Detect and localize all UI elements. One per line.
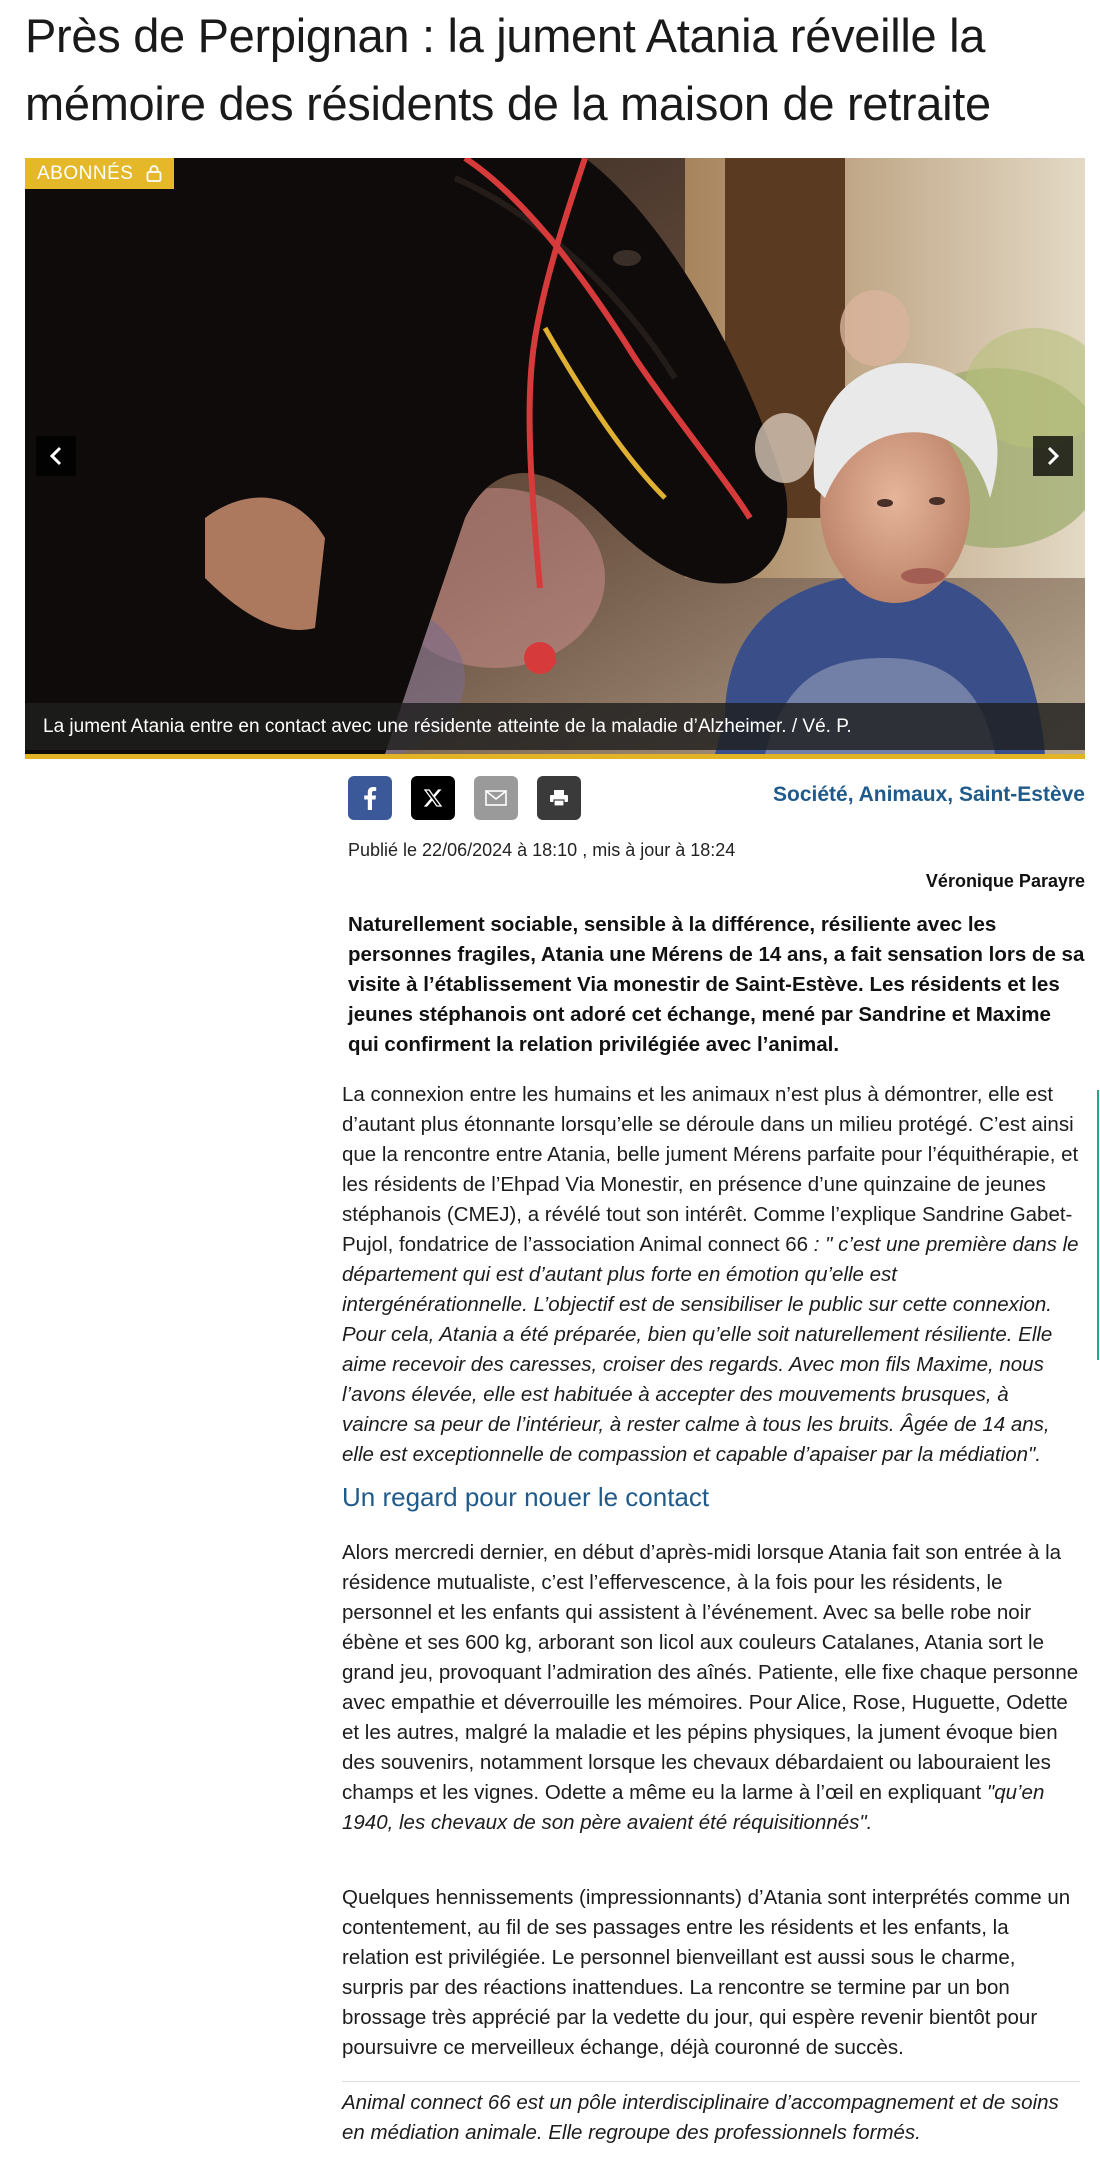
tag-separator: , <box>947 783 959 806</box>
subscriber-badge <box>25 158 174 189</box>
tag-separator: , <box>847 783 859 806</box>
mail-icon <box>485 790 507 806</box>
tag-link-animaux[interactable]: Animaux <box>858 783 948 806</box>
tag-link-saint-esteve[interactable]: Saint-Estève <box>958 783 1085 806</box>
print-icon <box>549 789 569 807</box>
divider <box>342 2081 1080 2082</box>
x-icon <box>423 788 443 808</box>
share-facebook-button[interactable] <box>348 776 392 820</box>
article-lead: Naturellement sociable, sensible à la différence, résiliente avec les personnes fragiles, Atania une Mérens de 14 ans, a fait sensation lors de sa visite à l’établissement Via monestir de Saint-Estève. Les résidents et les jeunes stéphanois ont adoré cet échange, mené par Sandrine et Maxime qui confirment la relation privilégiée avec l’animal. <box>348 913 1085 1056</box>
carousel-next-button[interactable] <box>1033 436 1073 476</box>
article-paragraph: Quelques hennissements (impressionnants) d’Atania sont interprétés comme un contentement, au fil de ses passages entre les résidents et les enfants, la relation est privilégiée. Le personnel bienveillant est aussi sous le charme, surpris par des réactions inattendues. La rencontre se termine par un bon brossage très apprécié par la vedette du jour, qui espère revenir bientôt pour poursuivre ce merveilleux échange, déjà couronné de succès. <box>342 1886 1071 2059</box>
scroll-indicator <box>1097 1090 1099 1360</box>
article-author: Véronique Parayre <box>925 871 1085 891</box>
paragraph-quote: : " c’est une première dans le département qui est d’autant plus forte en émotion qu’elle est intergénérationnelle. L’objectif est de sensibiliser le public sur cette connexion. Pour cela, Atania a été préparée, bien qu’elle soit naturellement résiliente. Elle aime recevoir des caresses, croiser des regards. Avec mon fils Maxime, nous l’avons élevée, elle est habituée à accepter des mouvements brusques, à vaincre sa peur de l’intérieur, à rester calme à tous les bruits. Âgée de 14 ans, elle est exceptionnelle de compassion et capable d’apaiser par la médiation". <box>342 1233 1079 1466</box>
lock-icon <box>146 165 162 182</box>
article-subheading: Un regard pour nouer le contact <box>342 1482 710 1512</box>
paragraph-quote: "qu’en 1940, les chevaux de son père avaient été réquisitionnés". <box>342 1781 1045 1834</box>
facebook-icon <box>363 786 377 810</box>
tag-link-societe[interactable]: Société <box>772 783 848 806</box>
subscriber-badge-label: ABONNÉS <box>37 163 134 184</box>
print-button[interactable] <box>537 776 581 820</box>
publication-dates: Publié le 22/06/2024 à 18:10 , mis à jour à 18:24 <box>348 840 736 860</box>
share-email-button[interactable] <box>474 776 518 820</box>
hero-photo <box>25 158 1085 754</box>
article-footnote: Animal connect 66 est un pôle interdisciplinaire d’accompagnement et de soins en médiation animale. Elle regroupe des professionnels formés. <box>342 2091 1059 2144</box>
chevron-right-icon <box>1046 446 1060 466</box>
paragraph-text: La connexion entre les humains et les animaux n’est plus à démontrer, elle est d’autant plus étonnante lorsqu’elle se déroule dans un milieu protégé. C’est ainsi que la rencontre entre Atania, belle jument Mérens parfaite pour l’équithérapie, et les résidents de l’Ehpad Via Monestir, en présence d’une quinzaine de jeunes stéphanois (CMEJ), a révélé tout son intérêt. Comme l’explique Sandrine Gabet-Pujol, fondatrice de l’association Animal connect 66 <box>342 1083 1079 1256</box>
paragraph-text: Alors mercredi dernier, en début d’après-midi lorsque Atania fait son entrée à la résidence mutualiste, c’est l’effervescence, à la fois pour les résidents, le personnel et les enfants qui assistent à l’événement. Avec sa belle robe noir ébène et ses 600 kg, arborant son licol aux couleurs Catalanes, Atania sort le grand jeu, provoquant l’admiration des aînés. Patiente, elle fixe chaque personne avec empathie et déverrouille les mémoires. Pour Alice, Rose, Huguette, Odette et les autres, malgré la maladie et les pépins physiques, la jument évoque bien des souvenirs, notamment lorsque les chevaux débardaient ou labouraient les champs et les vignes. Odette a même eu la larme à l’œil en expliquant <box>342 1541 1079 1804</box>
article-headline: Près de Perpignan : la jument Atania réveille la mémoire des résidents de la maison de retraite <box>25 9 991 130</box>
photo-caption: La jument Atania entre en contact avec une résidente atteinte de la maladie d’Alzheimer. / Vé. P. <box>25 703 1085 750</box>
chevron-left-icon <box>49 446 63 466</box>
article-paragraph <box>342 1538 1080 1838</box>
share-x-button[interactable] <box>411 776 455 820</box>
article-paragraph <box>342 1080 1080 1470</box>
photo-carousel[interactable] <box>25 158 1085 759</box>
article-tags <box>773 783 1085 807</box>
carousel-prev-button[interactable] <box>36 436 76 476</box>
